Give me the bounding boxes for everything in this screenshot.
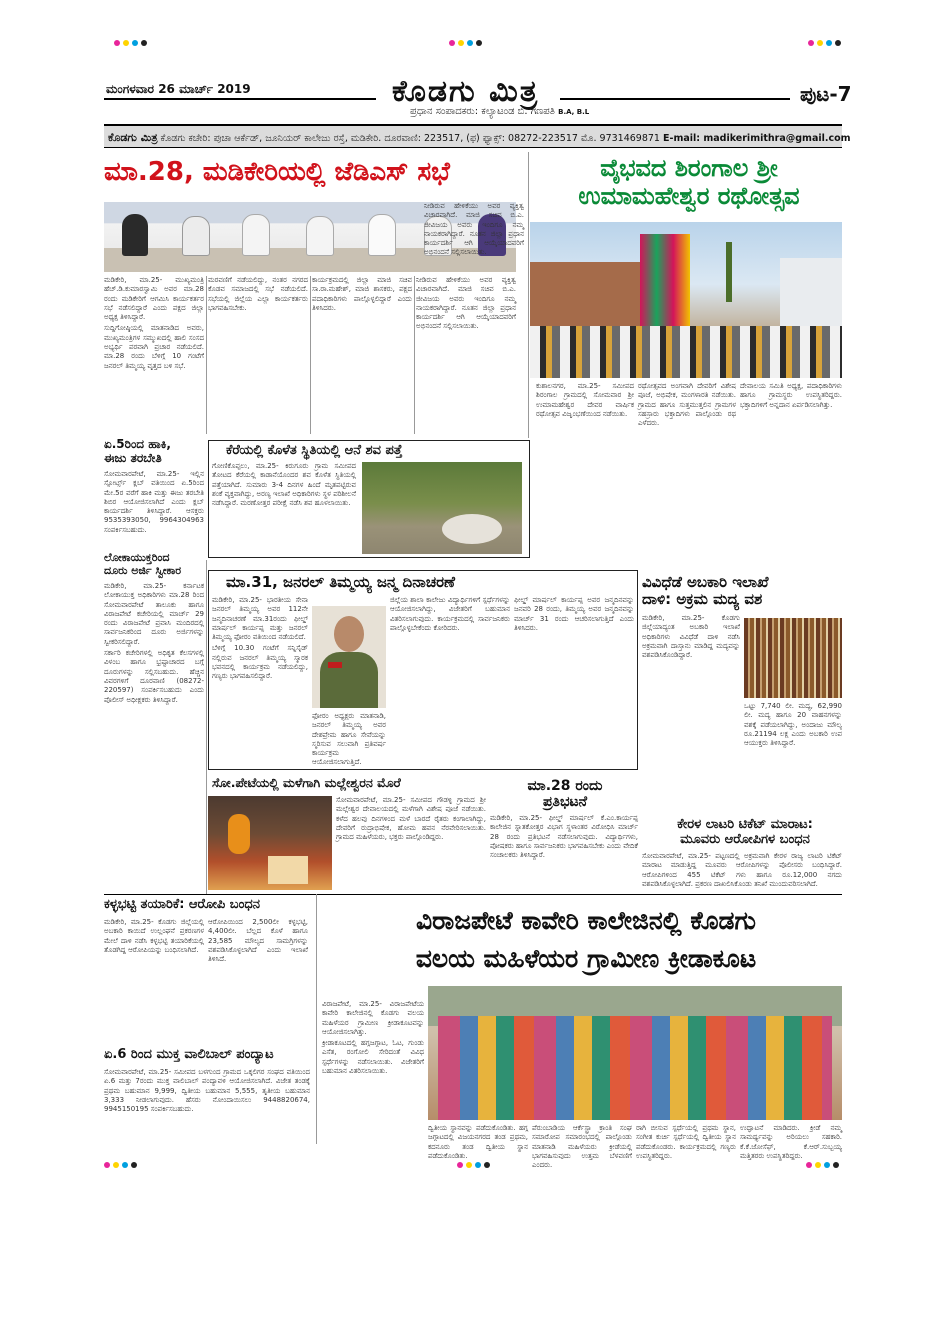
headline-thimmaiah: ಮಾ.31, ಜನರಲ್ ತಿಮ್ಮಯ್ಯ ಜನ್ಮ ದಿನಾಚರಣೆ (226, 573, 455, 591)
contact-bar: ಕೊಡಗು ಮಿತ್ರ ಕೊಡಗು ಕಚೇರಿ: ಪುಚಾ ಆರ್ಕೆಡ್, ಜೂನಿಯರ್ ಕಾಲೇಜು ರಸ್ತೆ, ಮಡಿಕೇರಿ. ದೂರವಾಣಿ: 223517, (ಫ) ಫ್ಯಾಕ್ಸ್: 08272-223517 ಮೊ. 9731469871 E-mail: madikerimithra@gmail.com (104, 124, 842, 148)
page-number: ಪುಟ-7 (800, 82, 852, 106)
registration-mark-icon (114, 40, 147, 46)
registration-mark-icon (457, 1162, 490, 1168)
headline-protest: ಮಾ.28 ರಂದು ಪ್ರತಿಭಟನೆ (527, 778, 603, 811)
registration-mark-icon (104, 1162, 137, 1168)
general-thimmaiah-portrait (312, 606, 386, 708)
headline-kalbhatti: ಕಳ್ಳಭಟ್ಟಿ ತಯಾರಿಕೆ: ಆರೋಪಿ ಬಂಧನ (104, 897, 260, 912)
headline-temple: ವೈಭವದ ಶಿರಂಗಾಲ ಶ್ರೀ ಉಮಾಮಹೇಶ್ವರ ರಥೋತ್ಸವ (578, 154, 800, 210)
rain-prayer-photo (208, 796, 332, 890)
editor-line: ಪ್ರಧಾನ ಸಂಪಾದಕರು: ಕಲ್ಯಾಟಂಡ ಬಿ. ಗಣಪತಿ B.A, B.L (410, 106, 590, 117)
headline-lottery: ಕೇರಳ ಲಾಟರಿ ಟಿಕೆಟ್ ಮಾರಾಟ: ಮೂವರು ಆರೋಪಿಗಳ ಬಂಧನ (677, 817, 813, 847)
seized-liquor-photo (744, 618, 842, 698)
headline-excise: ವಿವಿಧೆಡೆ ಅಬಕಾರಿ ಇಲಾಖೆ ದಾಳಿ: ಅಕ್ರಮ ಮದ್ಯ ವಶ (642, 573, 769, 609)
women-sports-meet-photo (428, 986, 842, 1120)
issue-date: ಮಂಗಳವಾರ 26 ಮಾರ್ಚ್ 2019 (106, 82, 251, 96)
registration-mark-icon (449, 40, 482, 46)
headline-volleyball: ಏ.6 ರಿಂದ ಮುಕ್ತ ವಾಲಿಬಾಲ್ ಪಂದ್ಯಾಟ (104, 1047, 274, 1062)
headline-jds: ಮಾ.28, ಮಡಿಕೇರಿಯಲ್ಲಿ ಜೆಡಿಎಸ್ ಸಭೆ (104, 157, 450, 187)
headline-virajpet: ವಿರಾಜಪೇಟೆ ಕಾವೇರಿ ಕಾಲೇಜಿನಲ್ಲಿ ಕೊಡಗು ವಲಯ ಮಹಿಳೆಯರ ಗ್ರಾಮೀಣ ಕ್ರೀಡಾಕೂಟ (415, 906, 757, 973)
registration-mark-icon (806, 1162, 839, 1168)
elephant-carcass-photo (362, 462, 522, 554)
kodagu-mithra-logo: ಕೊಡಗು ಮಿತ್ರ (108, 131, 158, 144)
temple-chariot-photo (530, 222, 842, 378)
headline-elephant: ಕೆರೆಯಲ್ಲಿ ಕೊಳೆತ ಸ್ಥಿತಿಯಲ್ಲಿ ಆನೆ ಶವ ಪತ್ತೆ (226, 443, 403, 458)
masthead-title: ಕೊಡಗು ಮಿತ್ರ (392, 74, 540, 109)
headline-lokayukta: ಲೋಕಾಯುಕ್ತರಿಂದ ದೂರು ಅರ್ಜಿ ಸ್ವೀಕಾರ (104, 551, 182, 577)
headline-hockey: ಏ.5ರಿಂದ ಹಾಕಿ, ಈಜು ತರಬೇತಿ (104, 437, 171, 465)
headline-somwarpet: ಸೋ.ಪೇಟೆಯಲ್ಲಿ ಮಳೆಗಾಗಿ ಮಲ್ಲೇಶ್ವರನ ಮೊರೆ (212, 775, 401, 790)
registration-mark-icon (808, 40, 841, 46)
email-link[interactable]: E-mail: madikerimithra@gmail.com (663, 133, 851, 144)
